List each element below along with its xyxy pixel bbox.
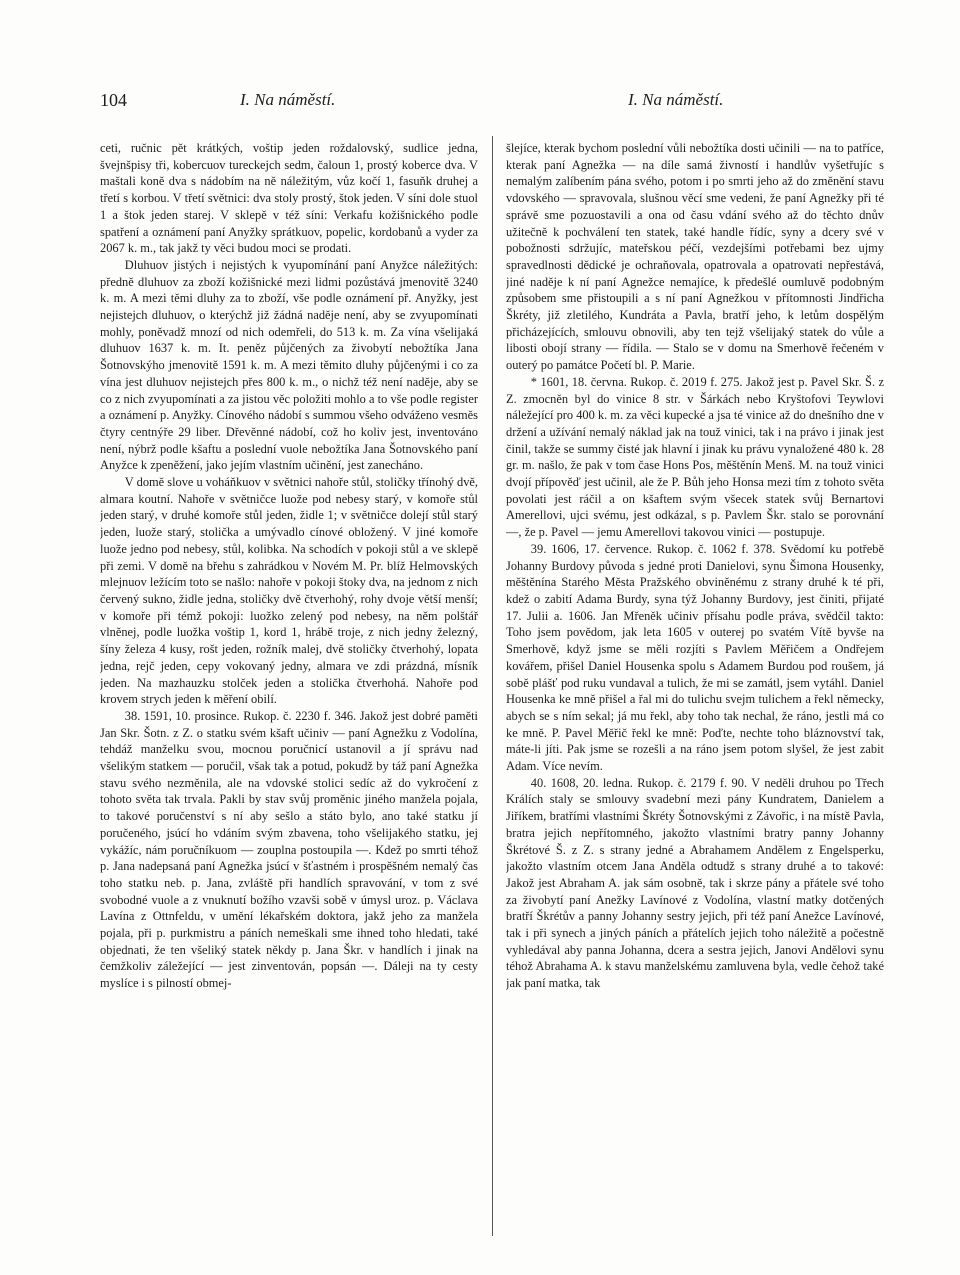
paragraph: V domě slove u voháňkuov v světnici nahoře stůl, stoličky třínohý dvě, almara koutní. Nahoře v světničce luože pod nebesy starý, v komoře stůl jeden starý, v druhé komoře stůl jeden, židle 1; v světničce dolejí stůl starý jeden, luože starý, stolička a umývadlo cínové obložený. V jiné komoře luože jedno pod nebesy, stůl, kolibka. Na schodích v pokoji stůl a ve sklepě při zemi. V domě na břehu s zahrádkou v Novém M. Pr. blíž Helmovských mlejnuov ležícím toto se našlo: nahoře v pokoji štoky dva, na jednom z nich červený suknо, židle jedna, stoličky dvě čtverhohý, rohy dvoje větší menší; v komoře při témž pokoji: luožko zelený pod nebesy, na něm polštář vlněnej, podle luožka voštip 1, kord 1, hrábě troje, z nich jedny železný, šíny železa 4 kusy, rošt jeden, rožník malej, dvě stoličky čtverhohý, lopata jedna, rejč jeden, cepy vokovaný jedny, almara ve zdi prázdná, mísník jeden. Na mazhauzku stolček jeden a stolička čtverhohá. Nahoře pod krovem strych jeden k měření obilí. [100,475,478,707]
page-number: 104 [100,90,127,110]
paragraph: Dluhuov jistých i nejistých k vyupomínání paní Anyžce náležitých: předně dluhuov za zboží kožišnické mezi lidmi pozůstává jmenovitě 3240 k. m. A mezi těmi dluhy za to zboží, vše podle oznámení př. Anyžky, jest nejistejch dluhuov, o kterýchž již žádná naděje není, aby se zvyupomínati mohly, poněvadž mnozí od nich odemřeli, do 513 k. m. Za vína všelijaká dluhuov 1637 k. m. It. peněz půjčených za živobytí nebožtíka Jana Šotnovskýho jmenovitě 1591 k. m. A mezi těmito dluhy půjčenými i co za vína jest dluhuov nejistejch přes 800 k. m., o nichž též není naděje, aby se co z nich zvyupomínati a za jistou věc položiti mohlo a to vše podle register a oznámení p. Anyžky. Cínového nádobí s summou všeho odváženo vesměs čtyry centnýře 29 liber. Dřevěnné nádobí, což ho koliv jest, inventováno není, nýbrž podle kšaftu a poslední vuole nebožtíka Jana Šotnovského paní Anyžce k zpeněžení, jako jejím vlastním učinění, jest zanecháno. [100,257,478,473]
paragraph: 39. 1606, 17. července. Rukop. č. 1062 f. 378. Svědomí ku potřebě Johanny Burdovy původa s jedné proti Danielovi, synu Šimona Housenky, měštěnína Starého Města Pražského obviněnému z strany druhé k té při, kdež o zabití Adama Burdy, syna týž Johanny Burdovy, jest činiti, přijaté 17. Julii a. 1606. Jan Mřeněk učiniv přísahu podle práva, svědčil takto: Toho jsem povědom, jak leta 1605 v outerej po svatém Vítě byvše na Smerhově, když jsme se měli rozjíti s Pavlem Měřičem a Ondřejem kovářem, přišel Daniel Housenka spolu s Adamem Burdou pod roušem, já sobě plášť pod ruku vundaval a tulich, že mi se zamátl, jsem vytáhl. Daniel Housenka ke mně přišel a řal mi do tulichu svejm tulichem a řekl německy, abych se s ním sekal; já mu řekl, aby toho tak nechal, že ráno, jestli má co ke mně. P. Pavel Měřič řekl ke mně: Poďte, nechte toho bláznovství tak, máte-li jíti. Pak jsme se rozešli a na ráno jsem potom slyšel, že jest zabit Adam. Více nevím. [506,541,884,774]
page-header [100,90,880,120]
left-column [100,140,478,1250]
paragraph: šlejíce, kterak bychom poslední vůli nebožtíka dosti učinili — na to patříce, kterak paní Agnežka — na díle samá živností i handlův vyšetřujíc s nemalým zalíbením pána svého, potom i po smrti jeho až do změnění stavu vdovského — spravovala, slušnou věcí sme vedeni, že paní Agnežky při té správě sme pozuostavili a ona od času vdání svého až do těchto dnův užitečně k pochválení ten statek, také handle řídíc, syny a dcery své v pobožnosti sdržujíc, mateřskou péčí, vezdejšími potřebami bez ujmy spravedlnosti dědické je ochraňovala, opatrovala a opatrovati nepřestává, jiné naděje k ní paní Agnežce nemajíce, k předešlé oumluvě podobným způsobem sme přistoupili a s ní paní Agnežkou v přítomnosti Jindřicha Škréty, již zletilého, Kundráta a Pavla, bratří jeho, k letům dospělým přicházejících, smlouvu obnovili, aby ten tejž všelijaký statek do vůle a libosti obojí strany — řídila. — Stalo se v domu na Smerhově řečeném v outerý po památce Početí bl. P. Marie. [506,141,884,373]
paragraph: ceti, ručnic pět krátkých, voštip jeden roždalovský, sudlice jedna, švejnšpisy tři, kobercuov tureckejch sedm, čaloun 1, prostý koberce dva. V maštali koně dva s nádobím na ně náležitým, vůz kočí 1, fasuňk druhej a třetí s korbou. V třetí světnici: dva stoly prostý, štok jeden. V síni dole stuol 1 a štok jeden starej. V sklepě v též síni: Verkafu kožišnického podle spatření a oznámení paní Anyžky sprátkuov, popelic, kordobanů a vyder za 2067 k. m., tak jakž ty věci budou moci se prodati. [100,141,478,256]
paragraph: 38. 1591, 10. prosince. Rukop. č. 2230 f. 346. Jakož jest dobré paměti Jan Skr. Šotn. z Z. o statku svém kšaft učiniv — paní Agnežku z Vodolína, tehdáž manželku svou, mocnou poručnicí ustanovil a jí správu nad všelikým statkem — poručil, však tak a potud, pokudž by táž paní Agnežka stavu svého nezměnila, ale na vdovské stolici sedíc až do vykročení z tohoto světa tak trvala. Pakli by stav svůj proměnic jiného manžela pojala, to takové poručenství s ní aby sešlo a státo bylo, ano také statku jí poručeného, jsúcí ho vdáním svým zbavena, toho všelijakého statku, jej vykážíc, nám poručníkuom — zouplna postoupila —. Kdež po smrti téhož p. Jana nadepsaná paní Agnežka jsúcí v šťastném i prospěšném nemalý čas toho statku neb. p. Jana, zvláště při handlích spravování, v tom z své svobodné vuole a z vnuknutí božího vzavši sobě v úmysl uroz. p. Václava Lavína z Ottnfeldu, v umění lékařském doktora, jakž jeho za manžela pojala, při p. purkmistru a páních nemeškali sme ihned toho hledati, také objednati, že ten všeliký statek někdy p. Jana Škr. v handlích i jinak na čemžkoliv záležející — jest zinventován, popsán —. Dáleji na ty cesty myslíce i s pilností obmej- [100,708,478,991]
paragraph: * 1601, 18. června. Rukop. č. 2019 f. 275. Jakož jest p. Pavel Skr. Š. z Z. zmocněn byl do vinice 8 str. v Šárkách nebo Kryštofovi Teywlovi náležející pro 400 k. m. za věci kupecké a jsa té vinice až do dnešního dne v držení a užívání nemalý náklad jak na touž vinici, tak i na právo i jinak jest činil, takže se summy čisté jak hlavní i jinak ku právu vynaložené 480 k. 28 gr. m. našlo, že pak v tom čase Hons Pos, měštěnín Menš. M. na touž vinici dvojí přípověď jest učinil, ale že P. Bůh jeho Honsa mezi tím z tohoto světa povolati jest ráčil a on kšaftem svým všecek statek svůj Bernartovi Amerellovi, ujci svému, jest odkázal, s p. Pavlem Škr. stalo se porovnání —, že p. Pavel — jemu Amerellovi takovou vinici — postupuje. [506,374,884,540]
paragraph: 40. 1608, 20. ledna. Rukop. č. 2179 f. 90. V neděli druhou po Třech Králích staly se smlouvy svadební mezi pány Kundratem, Danielem a Jiříkem, bratřími vlastními Škréty Šotnovskými z Závořic, i na místě Pavla, bratra jejich nepřítomného, jakožto vlastními bratry panny Johanny Škrétové Š. z Z. s strany jedné a Abrahamem Andělem z Engelsperku, jakožto vlastním otcem Jana Anděla odtudž s strany druhé a to takové: Jakož jest Abraham A. jak sám osobně, tak i skrze pány a přátele své toho za živobytí paní Anežky Lavínové z Vodolína, vlastní matky dotčených bratří Škrétův a panny Johanny sestry jejich, při též paní Anežce Lavínové, tak i při synech a jiných páních a přátelích jejich toho náležitě a počestně vyhledával aby panna Johanna, dcera a sestra jejich, Janovi Andělovi synu téhož Abrahama A. k stavu manželskému zamluvena byla, vedle čehož také jak paní matka, tak [506,775,884,991]
right-column [506,140,884,1250]
running-head-left: I. Na náměstí. [240,90,336,109]
running-head-right: I. Na náměstí. [628,90,724,109]
column-divider [492,136,493,1236]
